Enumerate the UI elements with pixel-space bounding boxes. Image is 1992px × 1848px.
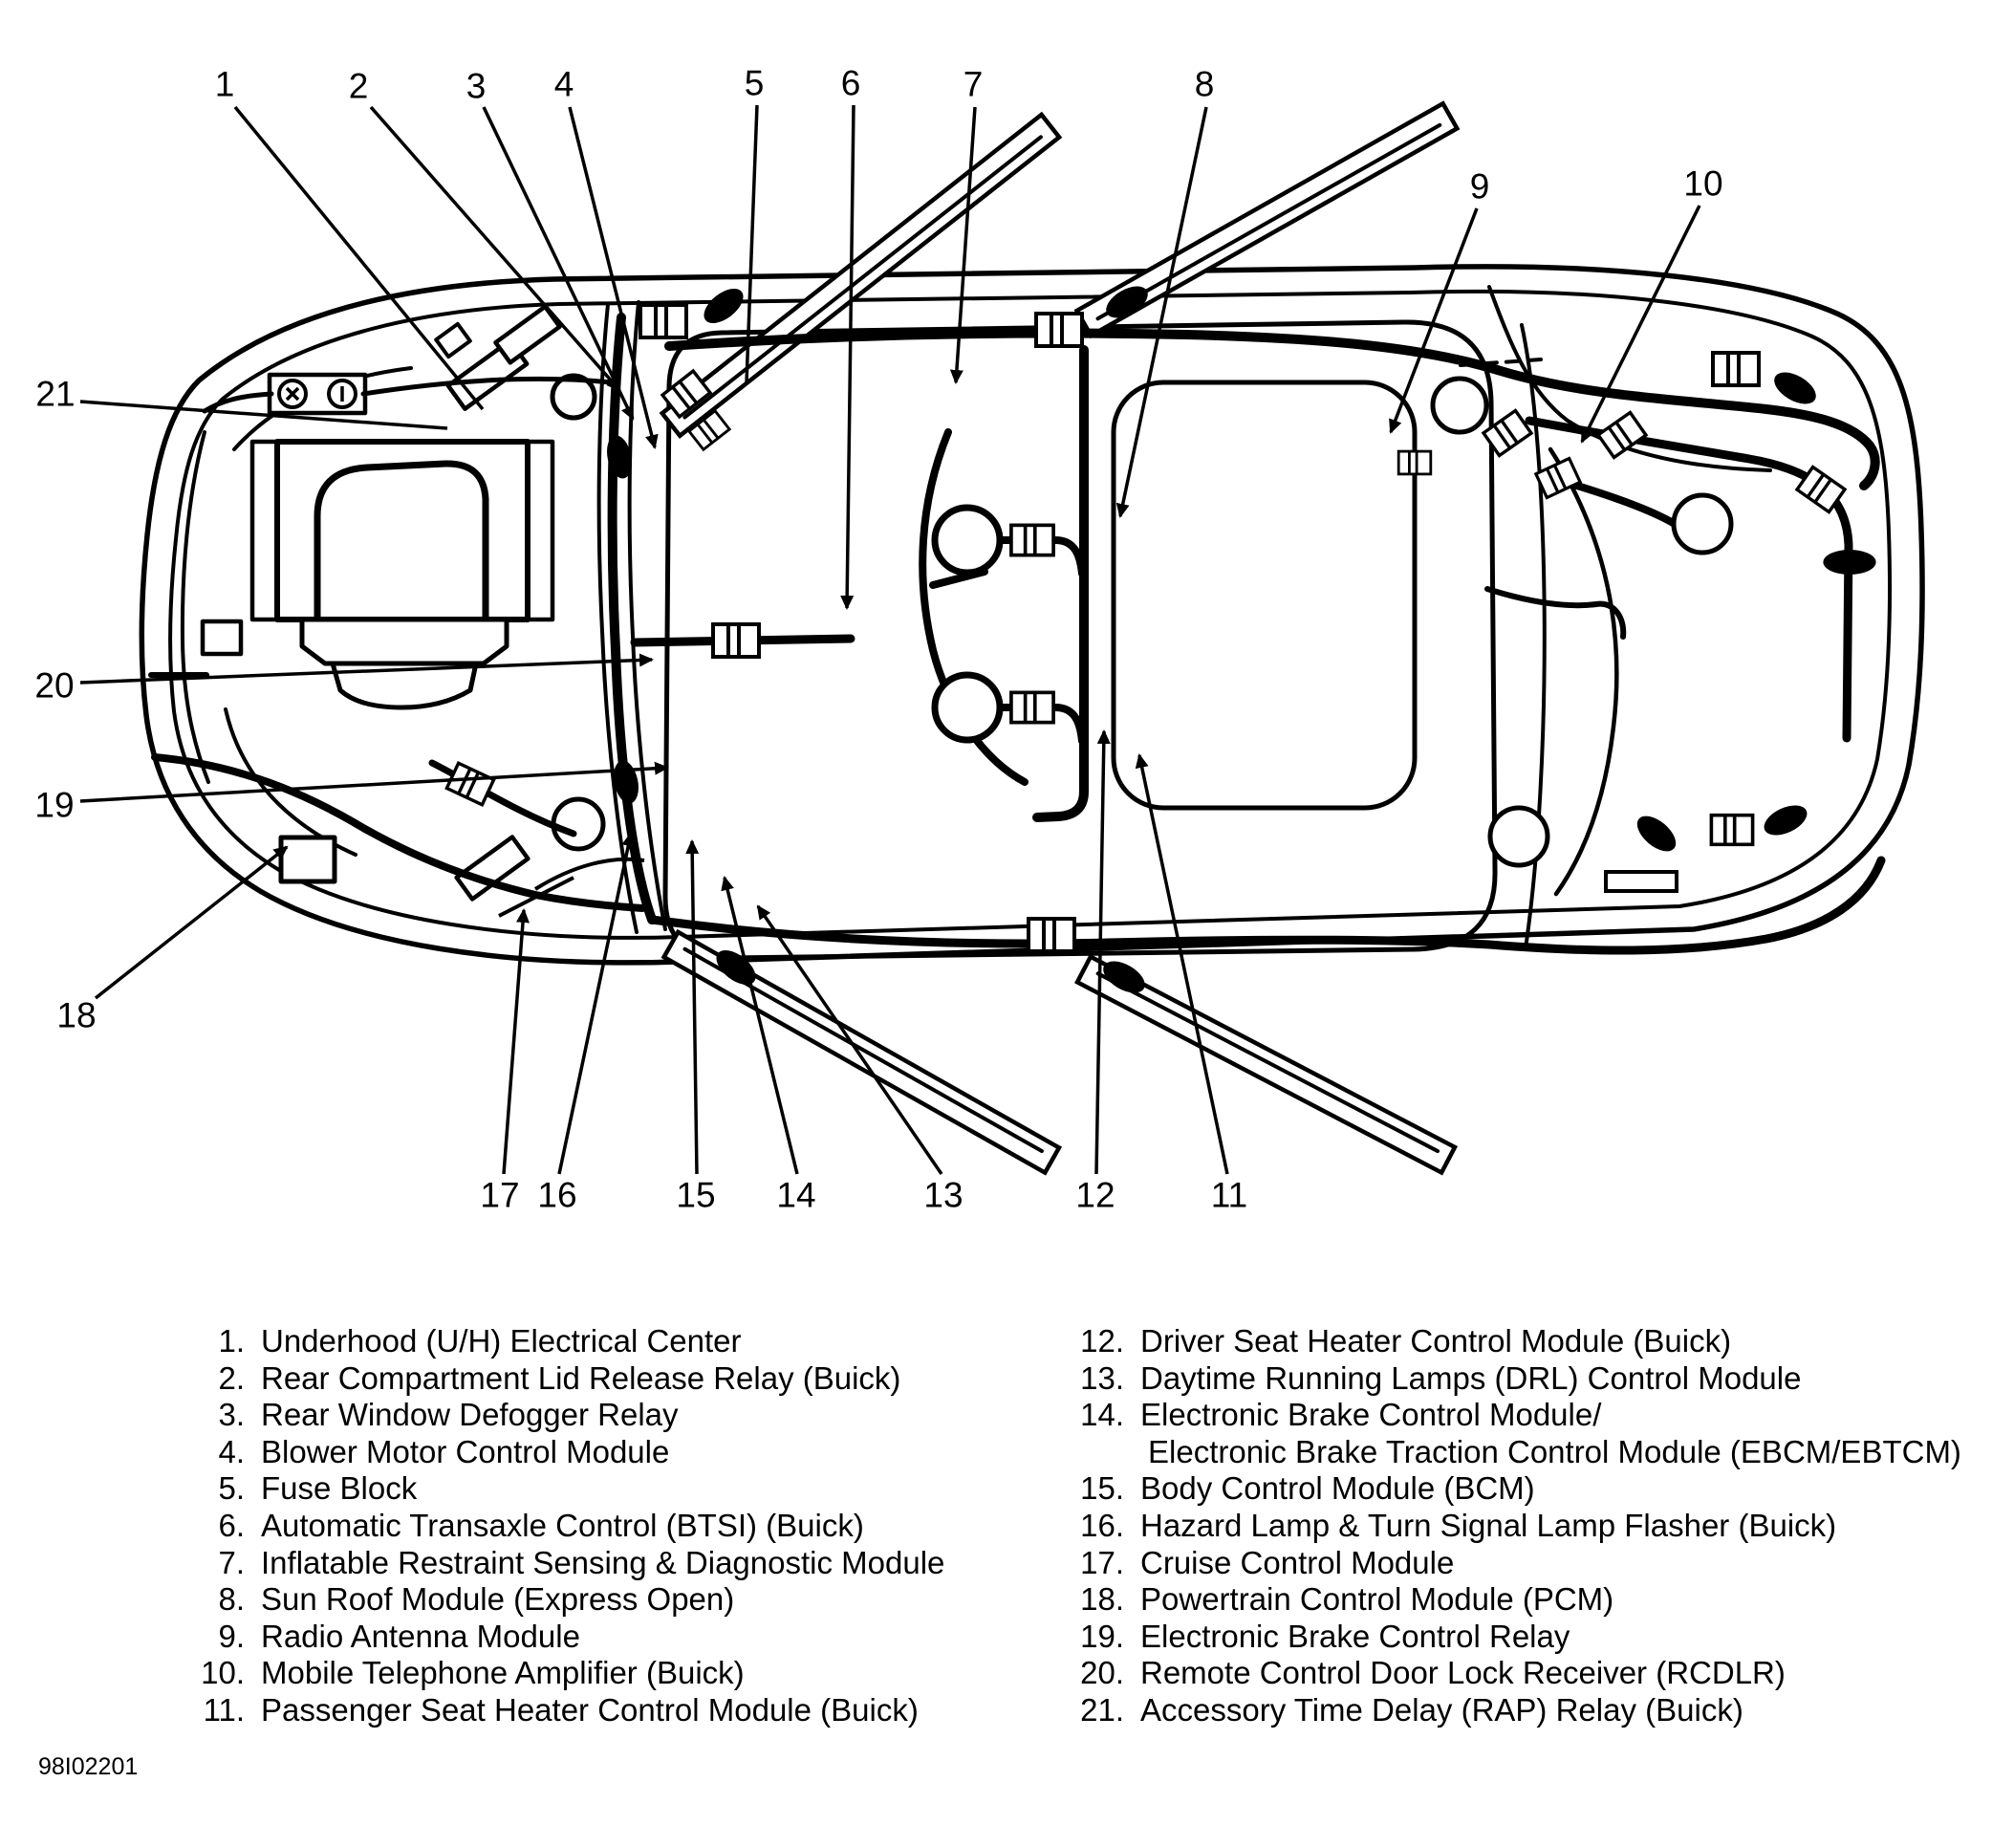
- engine-and-underhood-components: [203, 307, 644, 916]
- legend-item-18: 18. Powertrain Control Module (PCM): [1080, 1581, 1614, 1618]
- legend-item-13: 13. Daytime Running Lamps (DRL) Control Module: [1080, 1359, 1802, 1396]
- callout-19: 19: [34, 785, 75, 825]
- callout-3: 3: [466, 66, 487, 106]
- callout-12: 12: [1075, 1175, 1115, 1215]
- legend-item-19: 19. Electronic Brake Control Relay: [1080, 1618, 1570, 1654]
- figure-reference-code: 98I02201: [38, 1753, 139, 1780]
- callout-5: 5: [744, 63, 765, 103]
- legend-item-6: 6. Automatic Transaxle Control (BTSI) (Buick): [218, 1507, 864, 1543]
- legend-item-5: 5. Fuse Block: [218, 1470, 418, 1507]
- legend-item-15: 15. Body Control Module (BCM): [1080, 1470, 1535, 1507]
- legend-item-16: 16. Hazard Lamp & Turn Signal Lamp Flasher (Buick): [1080, 1507, 1837, 1543]
- legend-item-12: 12. Driver Seat Heater Control Module (Buick): [1080, 1323, 1732, 1359]
- callout-16: 16: [537, 1175, 577, 1215]
- legend-item-17: 17. Cruise Control Module: [1080, 1544, 1455, 1580]
- callout-10: 10: [1683, 163, 1723, 204]
- callout-9: 9: [1469, 166, 1490, 207]
- callout-1: 1: [214, 64, 235, 104]
- legend-column-right: [1050, 1323, 1967, 1729]
- callout-7: 7: [963, 64, 984, 104]
- legend-item-1: 1. Underhood (U/H) Electrical Center: [218, 1323, 742, 1359]
- legend-item-10: 10. Mobile Telephone Amplifier (Buick): [201, 1655, 745, 1691]
- legend-item-8: 8. Sun Roof Module (Express Open): [218, 1581, 735, 1618]
- callout-14: 14: [776, 1175, 816, 1215]
- legend-item-14-continued: Electronic Brake Traction Control Module (EBCM/EBTCM): [1148, 1433, 1961, 1469]
- legend-column-left: [170, 1323, 1030, 1729]
- callout-4: 4: [553, 64, 574, 104]
- callout-11: 11: [1210, 1175, 1248, 1215]
- legend-item-14: 14. Electronic Brake Control Module/: [1080, 1397, 1602, 1433]
- legend-item-9: 9. Radio Antenna Module: [218, 1618, 580, 1654]
- legend-item-4: 4. Blower Motor Control Module: [218, 1433, 670, 1469]
- legend-item-2: 2. Rear Compartment Lid Release Relay (Buick): [218, 1359, 901, 1396]
- legend-item-11: 11. Passenger Seat Heater Control Module (Buick): [203, 1691, 919, 1728]
- callout-2: 2: [348, 66, 369, 106]
- sunroof-opening: [1114, 382, 1415, 808]
- legend-item-20: 20. Remote Control Door Lock Receiver (RCDLR): [1080, 1655, 1786, 1691]
- legend-item-3: 3. Rear Window Defogger Relay: [218, 1397, 679, 1433]
- callout-20: 20: [34, 665, 75, 706]
- callout-13: 13: [923, 1175, 964, 1215]
- callout-8: 8: [1194, 64, 1215, 104]
- callout-21: 21: [35, 374, 76, 414]
- callout-18: 18: [56, 995, 97, 1035]
- callout-15: 15: [676, 1175, 716, 1215]
- callout-6: 6: [840, 63, 861, 103]
- legend-item-7: 7. Inflatable Restraint Sensing & Diagnostic Module: [218, 1544, 945, 1580]
- callout-17: 17: [480, 1175, 520, 1215]
- legend-item-21: 21. Accessory Time Delay (RAP) Relay (Buick): [1080, 1691, 1743, 1728]
